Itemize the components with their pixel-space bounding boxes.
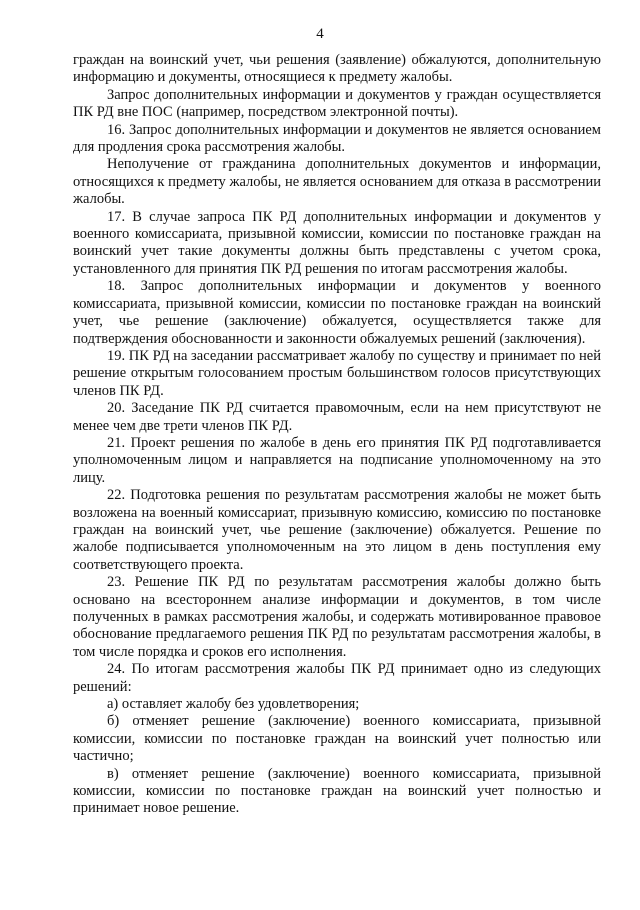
list-item-a: а) оставляет жалобу без удовлетворения;: [107, 696, 360, 713]
list-item-v: в) отменяет решение (заключение) военного комиссариата, призывной комиссии, комиссии по постановке граждан на воинский учет полностью и принимает новое решение.: [73, 765, 601, 817]
paragraph-19: 19. ПК РД на заседании рассматривает жалобу по существу и принимает по ней решение открытым голосованием простым большинством голосов присутствующих членов ПК РД.: [73, 347, 601, 399]
paragraph-18: 18. Запрос дополнительных информации и документов у военного комиссариата, призывной комиссии, комиссии по постановке граждан на воинский учет, чье решение (заключение) обжалуется, осуществляется также для подтверждения обоснованности и законности обжалуемых решений (заключения).: [73, 278, 601, 347]
paragraph-17: 17. В случае запроса ПК РД дополнительных информации и документов у военного комиссариата, призывной комиссии, комиссии по постановке граждан на воинский учет такие документы должны быть представлены с учетом срока, установленного для принятия ПК РД решения по итогам рассмотрения жалобы.: [73, 208, 601, 277]
paragraph-non-receipt: Неполучение от гражданина дополнительных документов и информации, относящихся к предмету жалобы, не является основанием для отказа в рассмотрении жалобы.: [73, 156, 601, 208]
paragraph-20: 20. Заседание ПК РД считается правомочным, если на нем присутствуют не менее чем две трети членов ПК РД.: [73, 400, 601, 434]
paragraph-22: 22. Подготовка решения по результатам рассмотрения жалобы не может быть возложена на военный комиссариат, призывную комиссию, комиссию по постановке граждан на воинский учет, чье решение (заключение) обжалуется. Решение по жалобе подписывается уполномоченным на это лицом в день поступления ему соответствующего проекта.: [73, 487, 601, 573]
page-number: 4: [316, 26, 324, 42]
paragraph-request-outside-system: Запрос дополнительных информации и документов у граждан осуществляется ПК РД вне ПОС (например, посредством электронной почты).: [73, 86, 601, 121]
paragraph-16: 16. Запрос дополнительных информации и документов не является основанием для продления срока рассмотрения жалобы.: [73, 121, 601, 156]
paragraph-continuation: граждан на воинский учет, чьи решения (заявление) обжалуются, дополнительную информацию и документы, относящиеся к предмету жалобы.: [73, 52, 601, 86]
list-item-b: б) отменяет решение (заключение) военного комиссариата, призывной комиссии, комиссии по постановке граждан на воинский учет полностью или частично;: [73, 713, 601, 765]
paragraph-23: 23. Решение ПК РД по результатам рассмотрения жалобы должно быть основано на всестороннем анализе информации и документов, в том числе полученных в рамках рассмотрения жалобы, и содержать мотивированное правовое обоснование предлагаемого решения ПК РД по результатам рассмотрения жалобы, в том числе порядка и сроков его исполнения.: [73, 574, 601, 660]
paragraph-21: 21. Проект решения по жалобе в день его принятия ПК РД подготавливается уполномоченным лицом и направляется на подписание уполномоченному на это лицу.: [73, 434, 601, 486]
document-body: [73, 52, 601, 818]
paragraph-24: 24. По итогам рассмотрения жалобы ПК РД принимает одно из следующих решений:: [73, 661, 601, 695]
